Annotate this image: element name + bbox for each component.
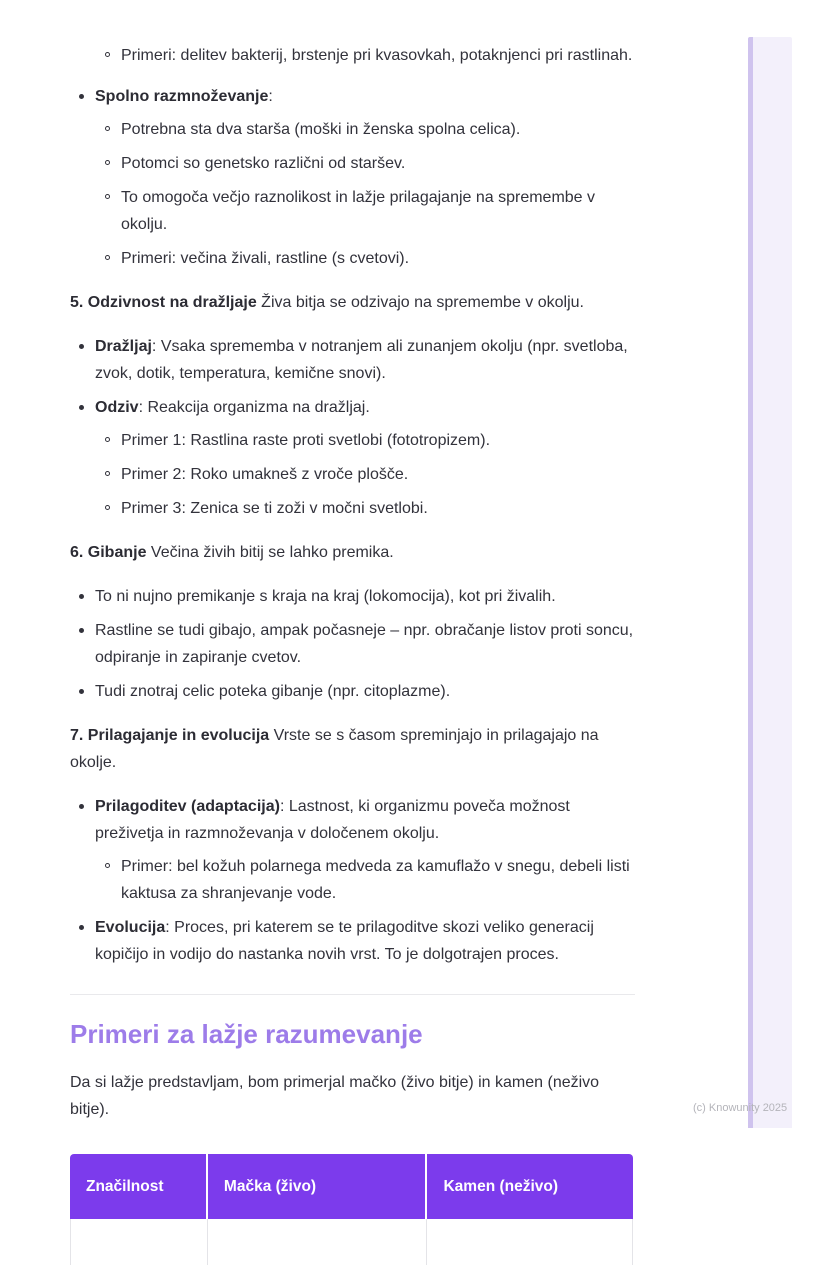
section-6-list [70,583,635,705]
disc-bullet-icon [79,628,84,633]
examples-intro: Da si lažje predstavljam, bom primerjal mačko (živo bitje) in kamen (neživo bitje). [70,1074,600,1118]
list-item [70,793,635,907]
sub-list [95,853,635,907]
sub-list [95,427,635,522]
list-item [70,617,635,671]
list-item-text: Primeri: delitev bakterij, brstenje pri kvasovkah, potaknjenci pri rastlinah. [121,47,633,64]
list-item-text: Primer: bel kožuh polarnega medveda za kamuflažo v snegu, debeli listi kaktusa za shranjevanje vode. [121,858,630,902]
list-item-text: Primer 3: Zenica se ti zoži v močni svetlobi. [121,500,428,517]
disc-bullet-icon [79,594,84,599]
section-title: 7. Prilagajanje in evolucija [70,727,270,744]
list-item [70,678,635,705]
sub-list [95,116,635,272]
disc-bullet-icon [79,344,84,349]
term-definition: : Lastnost, ki organizmu poveča možnost preživetja in razmnoževanja v določenem okolju. [95,798,570,842]
circle-bullet-icon [105,126,110,131]
section-heading-5 [70,289,635,316]
list-item [95,184,635,238]
term-label: Evolucija [95,919,166,936]
table-header-cell: Kamen (neživo) [427,1154,633,1219]
list-item-text: Potomci so genetsko različni od staršev. [121,155,406,172]
term-definition: : Proces, pri katerem se te prilagoditve skozi veliko generacij kopičijo in vodijo do nastanka novih vrst. To je dolgotrajen proces. [95,919,594,963]
disc-bullet-icon [79,804,84,809]
table-cell [70,1219,208,1265]
list-item [95,495,635,522]
table-header-cell: Značilnost [70,1154,208,1219]
circle-bullet-icon [105,160,110,165]
list-item-text: Tudi znotraj celic poteka gibanje (npr. citoplazme). [95,683,451,700]
table-cell [208,1219,428,1265]
term-label: Odziv [95,399,139,416]
table-row [70,1219,633,1265]
list-item [95,461,635,488]
section-heading-7 [70,722,635,776]
disc-bullet-icon [79,925,84,930]
list-item-text: To omogoča večjo raznolikost in lažje prilagajanje na spremembe v okolju. [121,189,596,233]
section-lead: Večina živih bitij se lahko premika. [146,544,394,561]
list-item-text: Primer 1: Rastlina raste proti svetlobi (fototropizem). [121,432,491,449]
term-suffix: : [268,88,273,105]
list-item-text: To ni nujno premikanje s kraja na kraj (lokomocija), kot pri živalih. [95,588,556,605]
sexual-reproduction-list [70,83,635,272]
section-heading-6 [70,539,635,566]
disc-bullet-icon [79,405,84,410]
list-item-text: Primeri: večina živali, rastline (s cvetovi). [121,250,410,267]
circle-bullet-icon [105,471,110,476]
list-item [70,914,635,968]
sub-list [95,42,635,69]
list-item [70,394,635,522]
circle-bullet-icon [105,52,110,57]
section-divider [70,994,635,995]
circle-bullet-icon [105,194,110,199]
next-page-edge [748,37,792,1128]
list-item [95,427,635,454]
list-item-text: Rastline se tudi gibajo, ampak počasneje – npr. obračanje listov proti soncu, odpiranje in zapiranje cvetov. [95,622,634,666]
asexual-reproduction-continuation [95,42,635,69]
list-item [70,583,635,610]
term-definition: : Vsaka sprememba v notranjem ali zunanjem okolju (npr. svetloba, zvok, dotik, temperatura, kemične snovi). [95,338,628,382]
disc-bullet-icon [79,689,84,694]
section-lead: Vrste se s časom spreminjajo in prilagajajo na okolje. [70,727,599,771]
list-item [95,245,635,272]
disc-bullet-icon [79,94,84,99]
section-title: 6. Gibanje [70,544,147,561]
circle-bullet-icon [105,437,110,442]
table-header-row [70,1154,633,1219]
copyright-watermark: (c) Knowunity 2025 [693,1102,788,1114]
section-title: 5. Odzivnost na dražljaje [70,294,257,311]
list-item [95,42,635,69]
term-definition: : Reakcija organizma na dražljaj. [138,399,370,416]
list-item [95,150,635,177]
circle-bullet-icon [105,505,110,510]
circle-bullet-icon [105,863,110,868]
term-label: Prilagoditev (adaptacija) [95,798,280,815]
list-item-text: Potrebna sta dva starša (moški in ženska spolna celica). [121,121,521,138]
table-header-cell: Mačka (živo) [208,1154,428,1219]
table-cell [427,1219,633,1265]
section-7-list [70,793,635,968]
examples-heading: Primeri za lažje razumevanje [70,1019,423,1049]
list-item [70,333,635,387]
section-5-list [70,333,635,522]
list-item-text: Primer 2: Roko umakneš z vroče plošče. [121,466,409,483]
list-item [70,83,635,272]
term-label: Spolno razmnoževanje [95,88,269,105]
list-item [95,116,635,143]
section-lead: Živa bitja se odzivajo na spremembe v okolju. [256,294,584,311]
comparison-table [70,1154,633,1265]
term-label: Dražljaj [95,338,152,355]
list-item [95,853,635,907]
circle-bullet-icon [105,255,110,260]
